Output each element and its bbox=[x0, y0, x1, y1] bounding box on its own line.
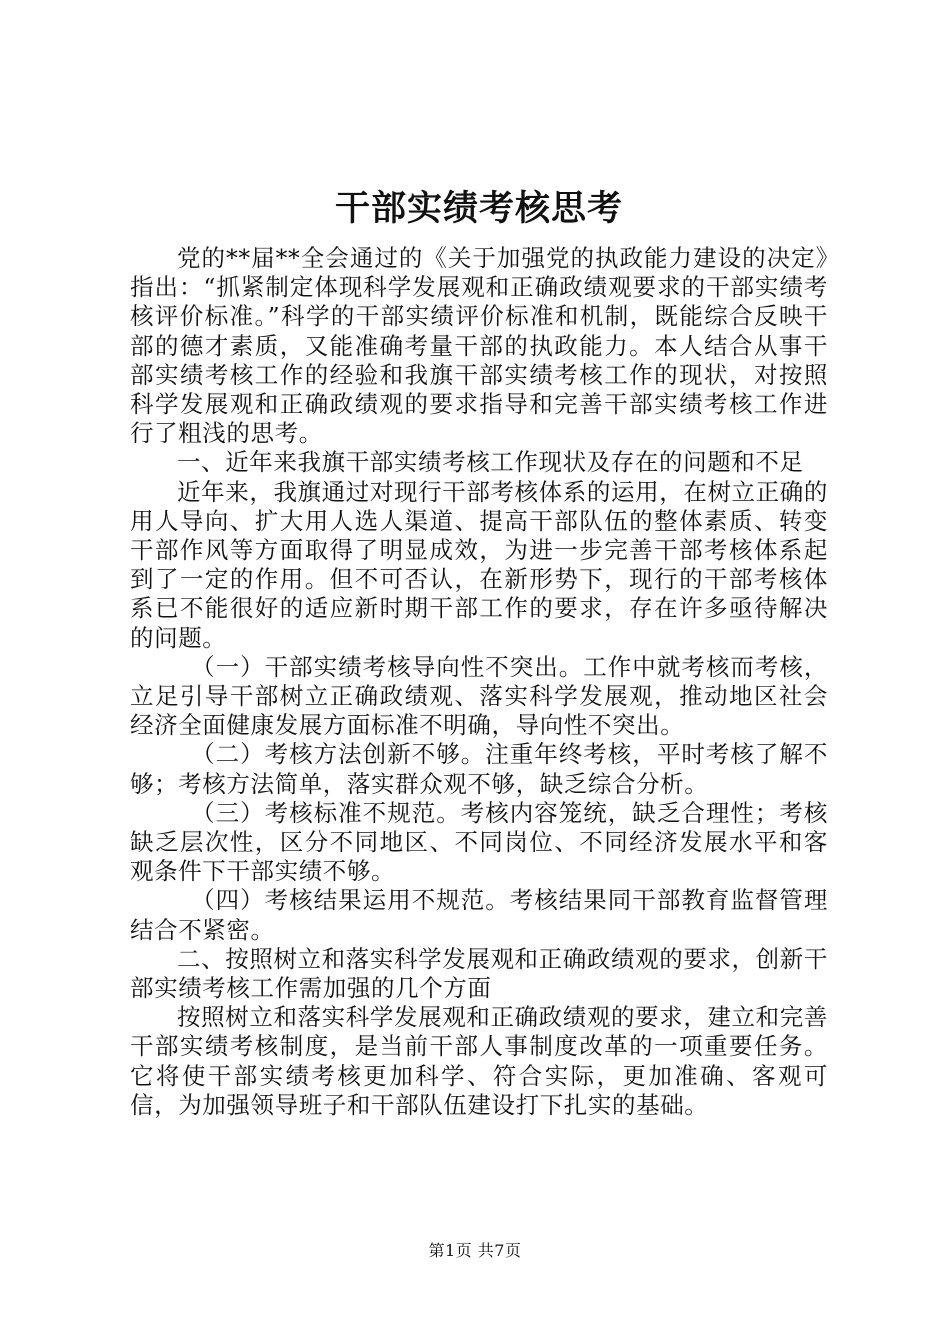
page-footer: 第1页 共7页 bbox=[428, 1241, 522, 1260]
paragraph-improvement: 按照树立和落实科学发展观和正确政绩观的要求，建立和完善干部实绩考核制度，是当前干部人事制度改革的一项重要任务。它将使干部实绩考核更加科学、符合实际，更加准确、客观可信，为加强领导班子和干部队伍建设打下扎实的基础。 bbox=[130, 1003, 828, 1119]
section-heading-1: 一、近年来我旗干部实绩考核工作现状及存在的问题和不足 bbox=[177, 448, 804, 477]
paragraph-current-status: 近年来，我旗通过对现行干部考核体系的运用，在树立正确的用人导向、扩大用人选人渠道、提高干部队伍的整体素质、转变干部作风等方面取得了明显成效，为进一步完善干部考核体系起到了一定的作用。但不可否认，在新形势下，现行的干部考核体系已不能很好的适应新时期干部工作的要求，存在许多亟待解决的问题。 bbox=[130, 477, 828, 652]
paragraph-issue-2: （二）考核方法创新不够。注重年终考核，平时考核了解不够；考核方法简单，落实群众观不够，缺乏综合分析。 bbox=[130, 740, 828, 798]
document-title: 干部实绩考核思考 bbox=[334, 188, 623, 229]
paragraph-issue-4: （四）考核结果运用不规范。考核结果同干部教育监督管理结合不紧密。 bbox=[130, 886, 828, 944]
paragraph-intro: 党的**届**全会通过的《关于加强党的执政能力建设的决定》指出：“抓紧制定体现科学发展观和正确政绩观要求的干部实绩考核评价标准。”科学的干部实绩评价标准和机制，既能综合反映干部的德才素质，又能准确考量干部的执政能力。本人结合从事干部实绩考核工作的经验和我旗干部实绩考核工作的现状，对按照科学发展观和正确政绩观的要求指导和完善干部实绩考核工作进行了粗浅的思考。 bbox=[130, 244, 828, 448]
paragraph-issue-1: （一）干部实绩考核导向性不突出。工作中就考核而考核，立足引导干部树立正确政绩观、落实科学发展观，推动地区社会经济全面健康发展方面标准不明确，导向性不突出。 bbox=[130, 652, 828, 740]
paragraph-issue-3: （三）考核标准不规范。考核内容笼统，缺乏合理性；考核缺乏层次性，区分不同地区、不同岗位、不同经济发展水平和客观条件下干部实绩不够。 bbox=[130, 798, 828, 886]
section-heading-2: 二、按照树立和落实科学发展观和正确政绩观的要求，创新干部实绩考核工作需加强的几个方面 bbox=[130, 944, 828, 1003]
document-body bbox=[130, 244, 828, 1120]
